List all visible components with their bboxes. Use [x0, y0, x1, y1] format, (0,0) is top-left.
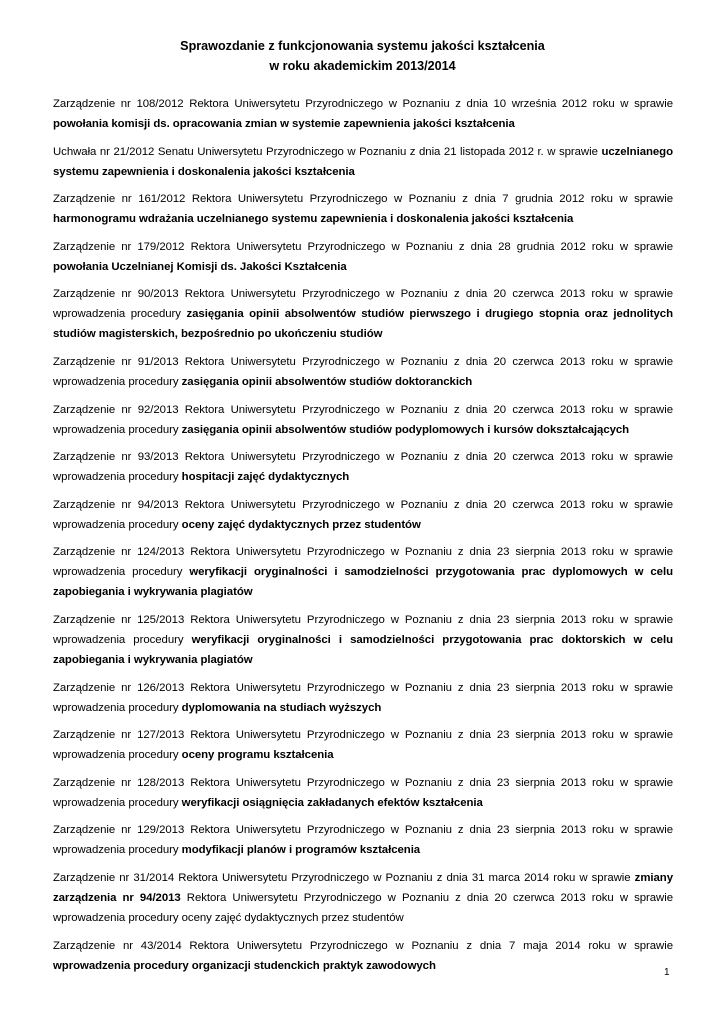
regulation-entry: Zarządzenie nr 127/2013 Rektora Uniwersytetu Przyrodniczego w Poznaniu z dnia 23 sierpnia 2013 roku w sprawie wprowadzenia procedury oceny programu kształcenia [53, 729, 673, 762]
document-title [0, 36, 725, 76]
title-line-1: Sprawozdanie z funkcjonowania systemu jakości kształcenia [180, 39, 545, 53]
regulation-entry: Zarządzenie nr 94/2013 Rektora Uniwersytetu Przyrodniczego w Poznaniu z dnia 20 czerwca 2013 roku w sprawie wprowadzenia procedury oceny zajęć dydaktycznych przez studentów [53, 498, 673, 531]
regulation-entry: Zarządzenie nr 93/2013 Rektora Uniwersytetu Przyrodniczego w Poznaniu z dnia 20 czerwca 2013 roku w sprawie wprowadzenia procedury hospitacji zajęć dydaktycznych [53, 451, 673, 484]
page-number: 1 [664, 967, 670, 978]
regulation-entry: Zarządzenie nr 126/2013 Rektora Uniwersytetu Przyrodniczego w Poznaniu z dnia 23 sierpnia 2013 roku w sprawie wprowadzenia procedury dyplomowania na studiach wyższych [53, 681, 673, 714]
regulation-list [53, 94, 673, 983]
regulation-entry: Zarządzenie nr 161/2012 Rektora Uniwersytetu Przyrodniczego w Poznaniu z dnia 7 grudnia 2012 roku w sprawie harmonogramu wdrażania uczelnianego systemu zapewnienia i doskonalenia jakości kształcenia [53, 193, 673, 226]
regulation-entry: Zarządzenie nr 43/2014 Rektora Uniwersytetu Przyrodniczego w Poznaniu z dnia 7 maja 2014 roku w sprawie wprowadzenia procedury organizacji studenckich praktyk zawodowych [53, 939, 673, 972]
regulation-entry: Zarządzenie nr 128/2013 Rektora Uniwersytetu Przyrodniczego w Poznaniu z dnia 23 sierpnia 2013 roku w sprawie wprowadzenia procedury weryfikacji osiągnięcia zakładanych efektów kształcenia [53, 776, 673, 809]
regulation-entry: Zarządzenie nr 125/2013 Rektora Uniwersytetu Przyrodniczego w Poznaniu z dnia 23 sierpnia 2013 roku w sprawie wprowadzenia procedury weryfikacji oryginalności i samodzielności przygotowania prac doktorskich w celu zapobiegania i wykrywania plagiatów [53, 613, 673, 666]
regulation-entry: Zarządzenie nr 92/2013 Rektora Uniwersytetu Przyrodniczego w Poznaniu z dnia 20 czerwca 2013 roku w sprawie wprowadzenia procedury zasięgania opinii absolwentów studiów podyplomowych i kursów dokształcających [53, 403, 673, 436]
title-line-2: w roku akademickim 2013/2014 [269, 59, 456, 73]
regulation-entry: Zarządzenie nr 90/2013 Rektora Uniwersytetu Przyrodniczego w Poznaniu z dnia 20 czerwca 2013 roku w sprawie wprowadzenia procedury zasięgania opinii absolwentów studiów pierwszego i drugiego stopnia oraz jednolitych studiów magisterskich, bezpośrednio po ukończeniu studiów [53, 288, 673, 341]
regulation-entry: Uchwała nr 21/2012 Senatu Uniwersytetu Przyrodniczego w Poznaniu z dnia 21 listopada 2012 r. w sprawie uczelnianego systemu zapewnienia i doskonalenia jakości kształcenia [53, 145, 673, 178]
regulation-entry: Zarządzenie nr 31/2014 Rektora Uniwersytetu Przyrodniczego w Poznaniu z dnia 31 marca 2014 roku w sprawie zmiany zarządzenia nr 94/2013 Rektora Uniwersytetu Przyrodniczego w Poznaniu z dnia 20 czerwca 2013 roku w sprawie wprowadzenia procedury oceny zajęć dydaktycznych przez studentów [53, 871, 673, 924]
regulation-entry: Zarządzenie nr 129/2013 Rektora Uniwersytetu Przyrodniczego w Poznaniu z dnia 23 sierpnia 2013 roku w sprawie wprowadzenia procedury modyfikacji planów i programów kształcenia [53, 824, 673, 857]
regulation-entry: Zarządzenie nr 124/2013 Rektora Uniwersytetu Przyrodniczego w Poznaniu z dnia 23 sierpnia 2013 roku w sprawie wprowadzenia procedury weryfikacji oryginalności i samodzielności przygotowania prac dyplomowych w celu zapobiegania i wykrywania plagiatów [53, 546, 673, 599]
regulation-entry: Zarządzenie nr 108/2012 Rektora Uniwersytetu Przyrodniczego w Poznaniu z dnia 10 września 2012 roku w sprawie powołania komisji ds. opracowania zmian w systemie zapewnienia jakości kształcenia [53, 98, 673, 130]
regulation-entry: Zarządzenie nr 91/2013 Rektora Uniwersytetu Przyrodniczego w Poznaniu z dnia 20 czerwca 2013 roku w sprawie wprowadzenia procedury zasięgania opinii absolwentów studiów doktoranckich [53, 355, 673, 388]
regulation-entry: Zarządzenie nr 179/2012 Rektora Uniwersytetu Przyrodniczego w Poznaniu z dnia 28 grudnia 2012 roku w sprawie powołania Uczelnianej Komisji ds. Jakości Kształcenia [53, 240, 673, 273]
